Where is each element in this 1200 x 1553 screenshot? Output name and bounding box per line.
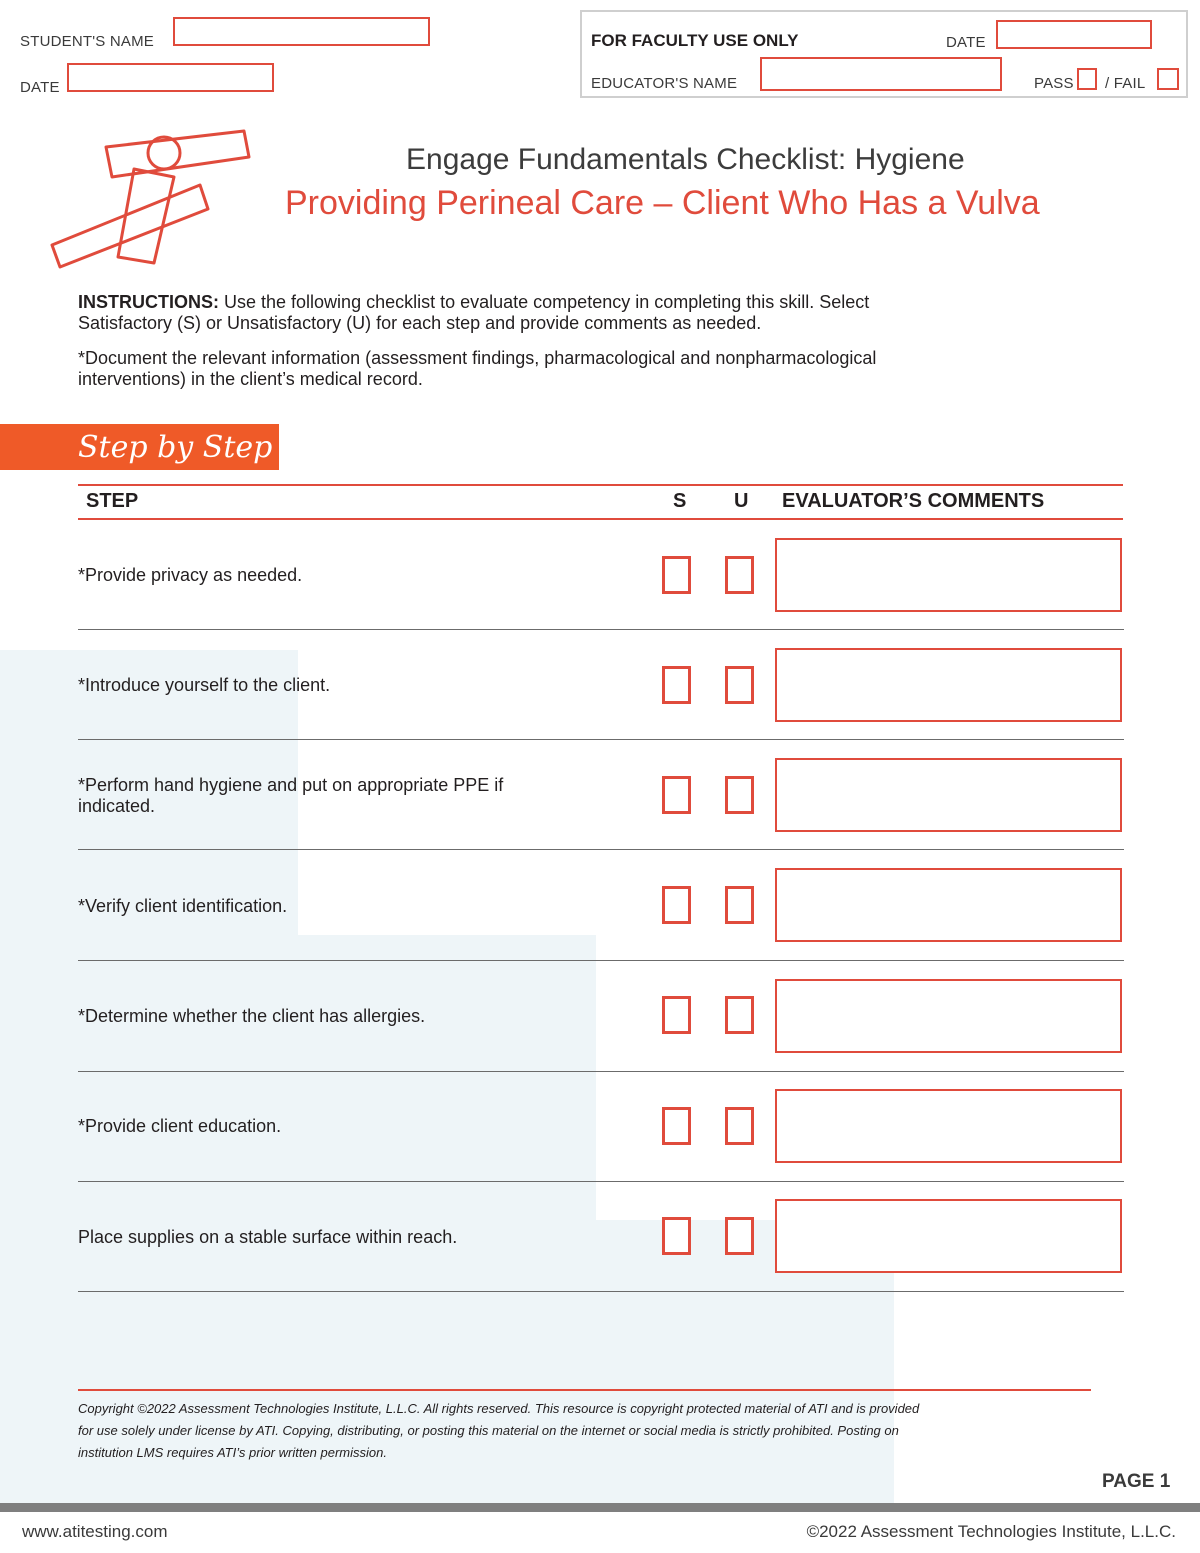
table-header-rule bbox=[78, 518, 1123, 520]
satisfactory-checkbox[interactable] bbox=[662, 1217, 691, 1255]
row-divider bbox=[78, 849, 1124, 850]
copyright-text: for use solely under license by ATI. Copying, distributing, or posting this material on the internet or social media is strictly prohibited. Posting on bbox=[78, 1423, 899, 1438]
step-label: Place supplies on a stable surface within reach. bbox=[78, 1227, 458, 1247]
satisfactory-checkbox[interactable] bbox=[662, 556, 691, 594]
step-label: *Provide client education. bbox=[78, 1116, 282, 1136]
col-u-header: U bbox=[734, 490, 749, 512]
satisfactory-checkbox[interactable] bbox=[662, 1107, 691, 1145]
step-text bbox=[78, 775, 618, 817]
step-by-step-tab bbox=[0, 424, 279, 470]
evaluator-comment-field[interactable] bbox=[775, 1089, 1122, 1163]
satisfactory-checkbox[interactable] bbox=[662, 776, 691, 814]
row-divider bbox=[78, 1071, 1124, 1072]
faculty-use-box bbox=[580, 10, 1188, 98]
unsatisfactory-checkbox[interactable] bbox=[725, 666, 754, 704]
student-name-field[interactable] bbox=[173, 17, 430, 46]
documentation-text: interventions) in the client’s medical record. bbox=[78, 369, 423, 389]
evaluator-comment-field[interactable] bbox=[775, 979, 1122, 1053]
step-label: *Perform hand hygiene and put on appropriate PPE if bbox=[78, 775, 504, 795]
pass-checkbox[interactable] bbox=[1077, 68, 1097, 90]
evaluator-comment-field[interactable] bbox=[775, 1199, 1122, 1273]
copyright-notice bbox=[78, 1398, 1098, 1464]
student-name-label: STUDENT'S NAME bbox=[20, 33, 155, 50]
student-date-label: DATE bbox=[20, 79, 60, 96]
fail-checkbox[interactable] bbox=[1157, 68, 1179, 90]
educator-name-label: EDUCATOR'S NAME bbox=[591, 75, 738, 92]
step-label: *Determine whether the client has allergies. bbox=[78, 1006, 426, 1026]
row-divider bbox=[78, 960, 1124, 961]
faculty-date-field[interactable] bbox=[996, 20, 1152, 49]
row-divider bbox=[78, 739, 1124, 740]
unsatisfactory-checkbox[interactable] bbox=[725, 556, 754, 594]
pass-label: PASS bbox=[1034, 75, 1074, 92]
step-text bbox=[78, 565, 618, 586]
step-text bbox=[78, 1116, 618, 1137]
unsatisfactory-checkbox[interactable] bbox=[725, 776, 754, 814]
skill-title: Providing Perineal Care – Client Who Has a Vulva bbox=[285, 184, 1040, 222]
instructions-text: Satisfactory (S) or Unsatisfactory (U) for each step and provide comments as needed. bbox=[78, 313, 762, 333]
documentation-note bbox=[78, 348, 1078, 390]
unsatisfactory-checkbox[interactable] bbox=[725, 886, 754, 924]
row-divider bbox=[78, 1181, 1124, 1182]
section-tab-label: Step by Step bbox=[78, 430, 273, 465]
footer-website: www.atitesting.com bbox=[22, 1522, 168, 1541]
documentation-text: *Document the relevant information (assessment findings, pharmacological and nonpharmacological bbox=[78, 348, 877, 368]
evaluator-comment-field[interactable] bbox=[775, 648, 1122, 722]
step-label: *Provide privacy as needed. bbox=[78, 565, 303, 585]
ati-logo-icon bbox=[48, 125, 258, 270]
footer-company: ©2022 Assessment Technologies Institute, L.L.C. bbox=[806, 1522, 1176, 1541]
footer-bar bbox=[0, 1503, 1200, 1512]
step-text bbox=[78, 1006, 618, 1027]
step-label: *Verify client identification. bbox=[78, 896, 288, 916]
step-text bbox=[78, 675, 618, 696]
evaluator-comment-field[interactable] bbox=[775, 538, 1122, 612]
satisfactory-checkbox[interactable] bbox=[662, 996, 691, 1034]
faculty-date-label: DATE bbox=[946, 34, 986, 51]
satisfactory-checkbox[interactable] bbox=[662, 666, 691, 704]
step-label: *Introduce yourself to the client. bbox=[78, 675, 331, 695]
copyright-text: Copyright ©2022 Assessment Technologies Institute, L.L.C. All rights reserved. This resource is copyright protected material of ATI and is provided bbox=[78, 1401, 920, 1416]
copyright-text: institution LMS requires ATI’s prior written permission. bbox=[78, 1445, 387, 1460]
evaluator-comment-field[interactable] bbox=[775, 868, 1122, 942]
table-header-rule bbox=[78, 484, 1123, 486]
instructions bbox=[78, 292, 1078, 334]
faculty-title: FOR FACULTY USE ONLY bbox=[591, 31, 799, 50]
row-divider bbox=[78, 629, 1124, 630]
instructions-lead: INSTRUCTIONS: bbox=[78, 292, 219, 312]
unsatisfactory-checkbox[interactable] bbox=[725, 996, 754, 1034]
copyright-rule bbox=[78, 1389, 1091, 1391]
unsatisfactory-checkbox[interactable] bbox=[725, 1107, 754, 1145]
page-number: PAGE 1 bbox=[1102, 1471, 1171, 1492]
satisfactory-checkbox[interactable] bbox=[662, 886, 691, 924]
fail-label: / FAIL bbox=[1105, 75, 1146, 92]
evaluator-comment-field[interactable] bbox=[775, 758, 1122, 832]
step-text bbox=[78, 1227, 618, 1248]
step-label-continued: indicated. bbox=[78, 796, 156, 816]
step-text bbox=[78, 896, 618, 917]
col-s-header: S bbox=[673, 490, 687, 512]
row-divider bbox=[78, 1291, 1124, 1292]
checklist-title: Engage Fundamentals Checklist: Hygiene bbox=[406, 143, 965, 176]
student-date-field[interactable] bbox=[67, 63, 274, 92]
unsatisfactory-checkbox[interactable] bbox=[725, 1217, 754, 1255]
col-comments-header: EVALUATOR’S COMMENTS bbox=[782, 490, 1045, 512]
instructions-text: Use the following checklist to evaluate competency in completing this skill. Select bbox=[219, 292, 870, 312]
col-step-header: STEP bbox=[86, 490, 139, 512]
educator-name-field[interactable] bbox=[760, 57, 1002, 91]
